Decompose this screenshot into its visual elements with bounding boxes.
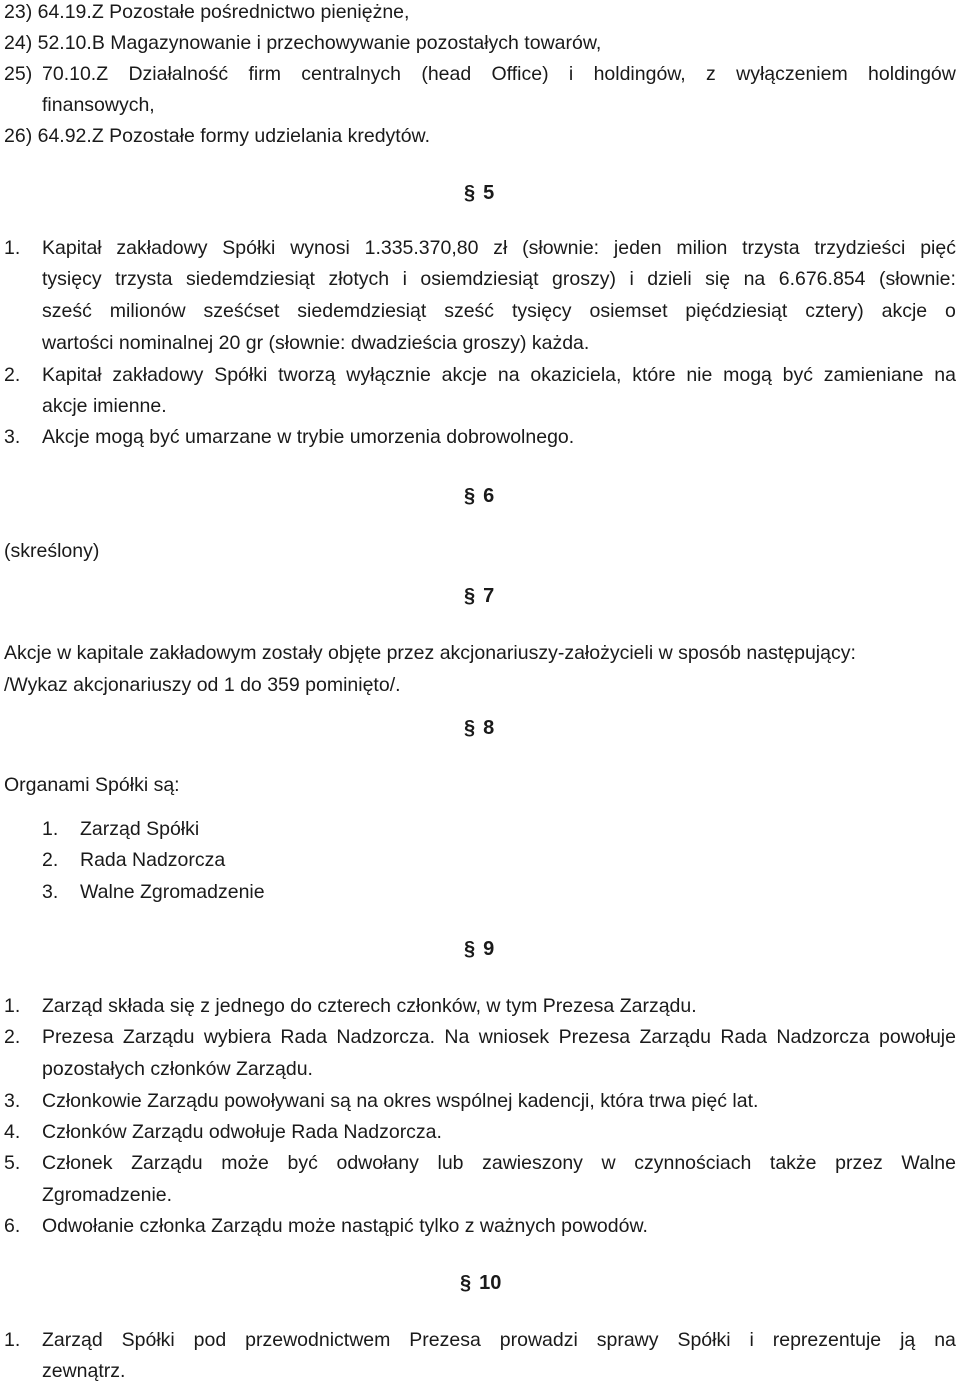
word: Zarząd — [42, 1329, 103, 1351]
section-number: 6 — [483, 485, 495, 507]
word: się — [705, 268, 731, 290]
word: holdingów, — [593, 63, 686, 85]
section-mark: § — [464, 585, 476, 607]
section-heading-6 — [464, 484, 494, 508]
list-item — [4, 124, 430, 148]
list-number: 3. — [4, 426, 21, 448]
word: Spółki — [214, 364, 268, 386]
word: Zarządu — [639, 1026, 712, 1048]
word: odwołany — [336, 1152, 419, 1174]
word: przez — [835, 1152, 883, 1174]
list-number: 2. — [4, 1026, 21, 1048]
section-mark: § — [464, 182, 476, 204]
word: Prezesa — [409, 1329, 481, 1351]
word: akcje — [441, 364, 488, 386]
paragraph-line: Zarząd składa się z jednego do czterech członków, w tym Prezesa Zarządu. — [42, 995, 697, 1017]
word: trzysta — [115, 268, 173, 290]
list-number: 6. — [4, 1215, 21, 1237]
word: wybiera — [203, 1026, 272, 1048]
word: 1.335.370,80 — [364, 237, 479, 259]
word: zakładowy — [116, 237, 208, 259]
list-number: 3. — [4, 1090, 21, 1112]
word: Nadzorcza — [776, 1026, 870, 1048]
list-text: Rada Nadzorcza — [80, 849, 226, 871]
word: (słownie: — [878, 268, 956, 290]
word: tysięcy — [511, 300, 572, 322]
word: lub — [437, 1152, 464, 1174]
word: czynnościach — [634, 1152, 752, 1174]
section-intro: Organami Spółki są: — [4, 774, 180, 796]
paragraph-line: akcje imienne. — [42, 395, 167, 417]
word: Zarządu — [131, 1152, 203, 1174]
list-number: 3. — [42, 881, 59, 903]
word: Prezesa — [558, 1026, 631, 1048]
word: i — [629, 268, 634, 290]
paragraph-line: Odwołanie członka Zarządu może nastąpić tylko z ważnych powodów. — [42, 1215, 648, 1237]
list-number: 5. — [4, 1152, 21, 1174]
word: wyłącznie — [346, 364, 431, 386]
word: które — [632, 364, 676, 386]
word: być — [287, 1152, 318, 1174]
list-text: 64.92.Z Pozostałe formy udzielania kredytów. — [37, 125, 430, 147]
word: sześćset — [203, 300, 280, 322]
word: dzieli — [647, 268, 692, 290]
word: milion — [676, 237, 728, 259]
word: zamieniane — [823, 364, 924, 386]
section-heading-10 — [460, 1271, 501, 1295]
section-mark: § — [464, 717, 476, 739]
word: centralnych — [301, 63, 402, 85]
paragraph-line — [42, 1151, 956, 1175]
list-number: 24) — [4, 32, 33, 54]
word: (head — [421, 63, 472, 85]
word: zawieszony — [482, 1152, 583, 1174]
word: trzydzieści — [814, 237, 906, 259]
section-number: 8 — [483, 717, 495, 739]
section-number: 5 — [483, 182, 495, 204]
word: pięć — [920, 237, 956, 259]
word: firm — [248, 63, 281, 85]
paragraph-line — [42, 267, 956, 291]
section-heading-7 — [464, 584, 494, 608]
word: Kapitał — [42, 364, 102, 386]
word: jeden — [613, 237, 662, 259]
list-text: Zarząd Spółki — [80, 818, 200, 840]
paragraph-line: Członkowie Zarządu powoływani są na okres wspólnej kadencji, która trwa pięć lat. — [42, 1090, 759, 1112]
word: wynosi — [290, 237, 350, 259]
list-number: 1. — [4, 237, 21, 259]
paragraph-line: pozostałych członków Zarządu. — [42, 1058, 313, 1080]
word: Rada — [720, 1026, 768, 1048]
word: Członek — [42, 1152, 113, 1174]
section-number: 7 — [483, 585, 495, 607]
word: być — [782, 364, 814, 386]
section-heading-8 — [464, 716, 494, 740]
list-text: Walne Zgromadzenie — [80, 881, 265, 903]
word: z — [706, 63, 716, 85]
word: Spółki — [222, 237, 276, 259]
word: reprezentuje — [772, 1329, 882, 1351]
word: wyłączeniem — [736, 63, 848, 85]
word: w — [601, 1152, 616, 1174]
section-number: 10 — [479, 1272, 502, 1294]
word: na — [743, 268, 766, 290]
list-number: 26) — [4, 125, 33, 147]
word: holdingów — [868, 63, 956, 85]
list-item — [4, 62, 32, 86]
word: sprawy — [596, 1329, 659, 1351]
word: mogą — [723, 364, 772, 386]
word: zł — [493, 237, 508, 259]
word: nie — [686, 364, 713, 386]
paragraph-line: /Wykaz akcjonariuszy od 1 do 359 pominięto/. — [4, 674, 401, 696]
word: tworzą — [278, 364, 336, 386]
list-number: 2. — [4, 364, 21, 386]
paragraph-line — [42, 363, 956, 387]
word: przewodnictwem — [245, 1329, 391, 1351]
word: okaziciela, — [530, 364, 622, 386]
word: Office) — [491, 63, 549, 85]
word: 70.10.Z — [42, 63, 109, 85]
word: na — [497, 364, 520, 386]
word: na — [934, 1329, 956, 1351]
word: złotych — [328, 268, 390, 290]
list-text-continuation: finansowych, — [42, 94, 155, 116]
word: Walne — [901, 1152, 956, 1174]
list-text: 52.10.B Magazynowanie i przechowywanie pozostałych towarów, — [37, 32, 602, 54]
word: Rada — [280, 1026, 328, 1048]
word: i — [402, 268, 407, 290]
word: Na — [444, 1026, 470, 1048]
word: Spółki — [677, 1329, 731, 1351]
section-heading-9 — [464, 937, 494, 961]
word: pod — [193, 1329, 227, 1351]
section-number: 9 — [483, 938, 495, 960]
word: (słownie: — [522, 237, 600, 259]
word: może — [221, 1152, 269, 1174]
paragraph-line: zewnątrz. — [42, 1360, 126, 1382]
section-mark: § — [464, 485, 476, 507]
word: cztery) — [805, 300, 864, 322]
list-item — [4, 31, 601, 55]
word: zakładowy — [112, 364, 204, 386]
word: milionów — [109, 300, 186, 322]
word: i — [568, 63, 574, 85]
word: sześć — [444, 300, 495, 322]
word: trzysta — [742, 237, 800, 259]
list-number: 25) — [4, 63, 33, 85]
paragraph-line: Akcje mogą być umarzane w trybie umorzenia dobrowolnego. — [42, 426, 575, 448]
word: siedemdziesiąt — [297, 300, 427, 322]
list-number: 23) — [4, 1, 33, 23]
word: prowadzi — [499, 1329, 578, 1351]
list-number: 1. — [4, 995, 21, 1017]
section-text: (skreślony) — [4, 540, 100, 562]
word: pięćdziesiąt — [685, 300, 788, 322]
word: także — [769, 1152, 817, 1174]
list-text: 64.19.Z Pozostałe pośrednictwo pieniężne, — [37, 1, 410, 23]
paragraph-line — [42, 1025, 956, 1049]
word: powołuje — [879, 1026, 956, 1048]
word: Kapitał — [42, 237, 102, 259]
list-number: 4. — [4, 1121, 21, 1143]
word: Działalność — [128, 63, 229, 85]
word: ją — [900, 1329, 916, 1351]
word: Spółki — [121, 1329, 175, 1351]
paragraph-line — [42, 299, 956, 323]
word: groszy) — [552, 268, 616, 290]
paragraph-line — [42, 236, 956, 260]
list-item — [4, 0, 409, 24]
paragraph-line: wartości nominalnej 20 gr (słownie: dwadzieścia groszy) każda. — [42, 332, 590, 354]
word: na — [934, 364, 956, 386]
word: wniosek — [478, 1026, 550, 1048]
paragraph-line: Zgromadzenie. — [42, 1184, 173, 1206]
word: Nadzorcza. — [336, 1026, 436, 1048]
section-mark: § — [464, 938, 476, 960]
word: sześć — [42, 300, 92, 322]
word: osiemdziesiąt — [420, 268, 539, 290]
word: i — [749, 1329, 754, 1351]
paragraph-line: Członków Zarządu odwołuje Rada Nadzorcza. — [42, 1121, 442, 1143]
word: Prezesa — [42, 1026, 114, 1048]
section-heading-5 — [464, 181, 494, 205]
list-number: 1. — [42, 818, 59, 840]
word: 6.676.854 — [778, 268, 866, 290]
paragraph-line — [42, 1328, 956, 1352]
word: Zarządu — [122, 1026, 195, 1048]
word: siedemdziesiąt — [185, 268, 315, 290]
word: osiemset — [589, 300, 668, 322]
word: o — [945, 300, 956, 322]
word: akcje — [881, 300, 928, 322]
section-mark: § — [460, 1272, 472, 1294]
word: tysięcy — [42, 268, 102, 290]
list-text — [42, 62, 956, 86]
paragraph-line: Akcje w kapitale zakładowym zostały objęte przez akcjonariuszy-założycieli w sposób następujący: — [4, 642, 856, 664]
list-number: 1. — [4, 1329, 21, 1351]
list-number: 2. — [42, 849, 59, 871]
